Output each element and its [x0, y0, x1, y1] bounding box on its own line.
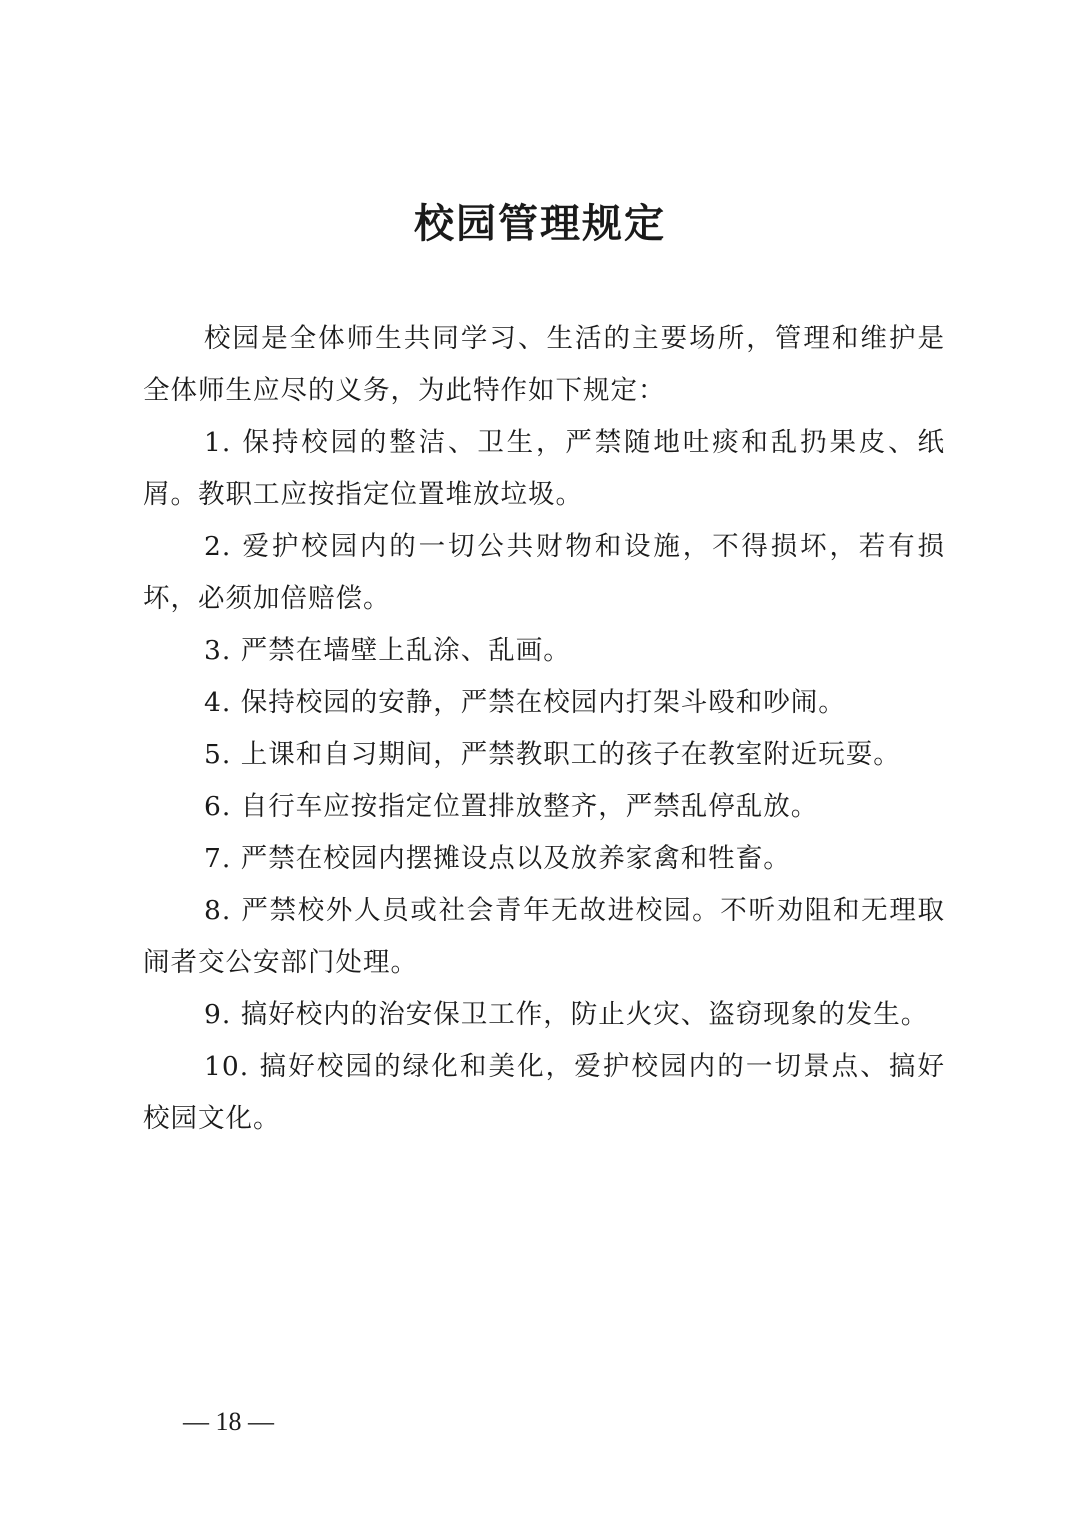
- rule-item-9: 9. 搞好校内的治安保卫工作，防止火灾、盗窃现象的发生。: [204, 999, 929, 1030]
- rule-item-10: 10. 搞好校园的绿化和美化，爱护校园内的一切景点、搞好校园文化。: [143, 1051, 945, 1134]
- rule-item-2: 2. 爱护校园内的一切公共财物和设施，不得损坏，若有损坏，必须加倍赔偿。: [143, 531, 945, 614]
- document-title: 校园管理规定: [414, 200, 666, 247]
- rule-item-1: 1. 保持校园的整洁、卫生，严禁随地吐痰和乱扔果皮、纸屑。教职工应按指定位置堆放垃圾。: [143, 427, 945, 510]
- rule-item-6: 6. 自行车应按指定位置排放整齐，严禁乱停乱放。: [204, 791, 819, 822]
- rule-item-8: 8. 严禁校外人员或社会青年无故进校园。不听劝阻和无理取闹者交公安部门处理。: [143, 895, 945, 978]
- rule-item-4: 4. 保持校园的安静，严禁在校园内打架斗殴和吵闹。: [204, 687, 846, 718]
- intro-paragraph: 校园是全体师生共同学习、生活的主要场所，管理和维护是全体师生应尽的义务，为此特作如下规定：: [143, 323, 945, 406]
- page-number: — 18 —: [183, 1407, 274, 1436]
- rule-item-7: 7. 严禁在校园内摆摊设点以及放养家禽和牲畜。: [204, 843, 791, 874]
- document-body: [143, 313, 945, 1145]
- rule-item-5: 5. 上课和自习期间，严禁教职工的孩子在教室附近玩耍。: [204, 739, 901, 770]
- rule-item-3: 3. 严禁在墙壁上乱涂、乱画。: [204, 635, 571, 666]
